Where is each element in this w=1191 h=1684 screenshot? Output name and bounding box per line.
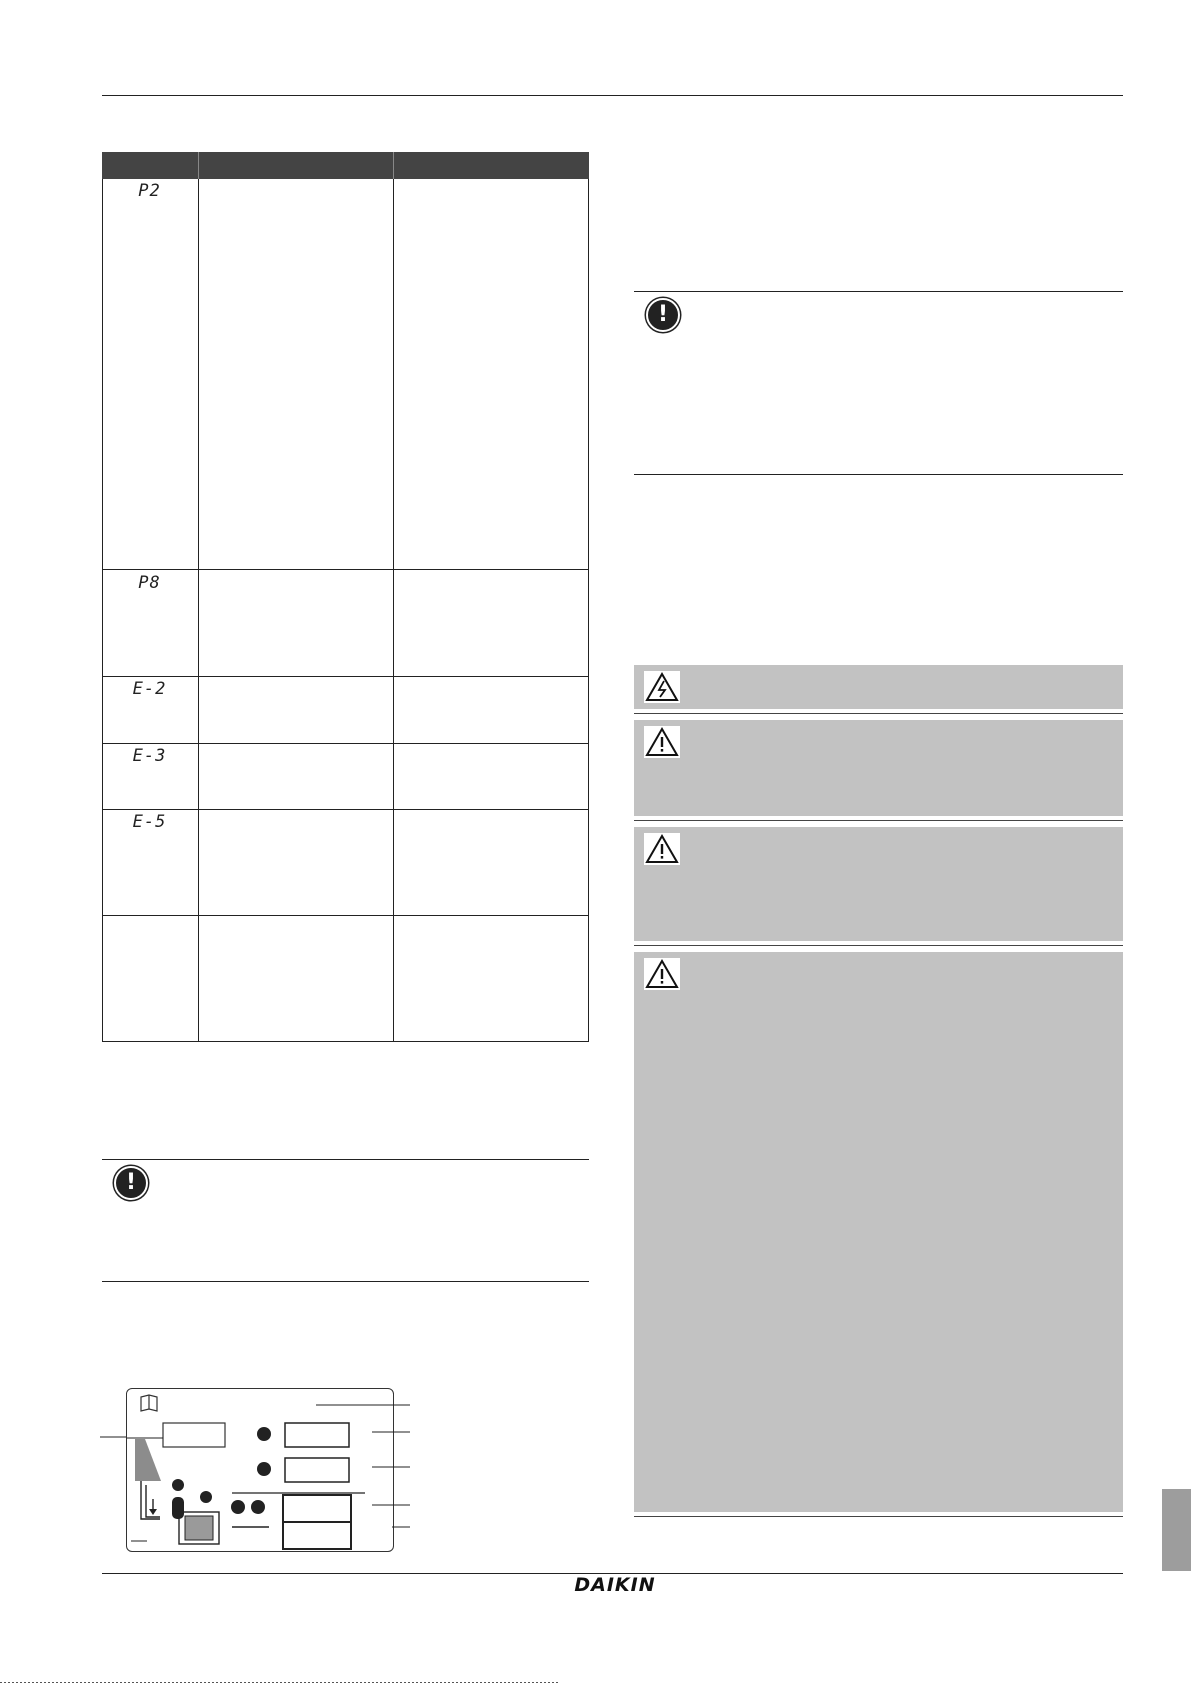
error-table (102, 179, 589, 1042)
warning-rule (634, 820, 1123, 821)
error-table-header (102, 152, 589, 179)
notice-rule-top (634, 291, 1123, 292)
notice-rule-bottom (102, 1281, 589, 1282)
table-row-separator (102, 676, 589, 677)
electric-warning-icon (644, 671, 680, 703)
table-col-divider (393, 152, 394, 1041)
table-row-separator (102, 809, 589, 810)
notice-rule-top (102, 1159, 589, 1160)
page-bottom-dots (0, 1682, 560, 1683)
caution-box (634, 952, 1123, 1512)
caution-box (634, 827, 1123, 941)
notice-rule-bottom (634, 474, 1123, 475)
caution-triangle-icon (644, 833, 680, 865)
language-side-tab (1162, 1489, 1191, 1571)
table-col-divider (198, 152, 199, 1041)
exclamation-circle-icon: ! (114, 1166, 148, 1200)
warning-rule (634, 945, 1123, 946)
table-row-separator (102, 569, 589, 570)
table-row-separator (102, 915, 589, 916)
error-code-e5: E-5 (132, 812, 167, 832)
electric-warning-box (634, 665, 1123, 709)
error-code-p2: P2 (138, 181, 161, 201)
warning-rule (634, 1516, 1123, 1517)
error-code-p8: P8 (138, 573, 161, 593)
daikin-logo: DAIKIN (574, 1574, 656, 1596)
table-col-divider-head (393, 152, 394, 179)
header-rule (102, 95, 1123, 96)
exclamation-circle-icon: ! (646, 298, 680, 332)
warning-rule (634, 713, 1123, 714)
caution-triangle-icon (644, 958, 680, 990)
error-code-e3: E-3 (132, 746, 167, 766)
caution-box (634, 720, 1123, 816)
table-col-divider-head (198, 152, 199, 179)
callout-leaders (100, 1380, 420, 1560)
table-row-separator (102, 743, 589, 744)
error-code-e2: E-2 (132, 679, 167, 699)
caution-triangle-icon (644, 726, 680, 758)
